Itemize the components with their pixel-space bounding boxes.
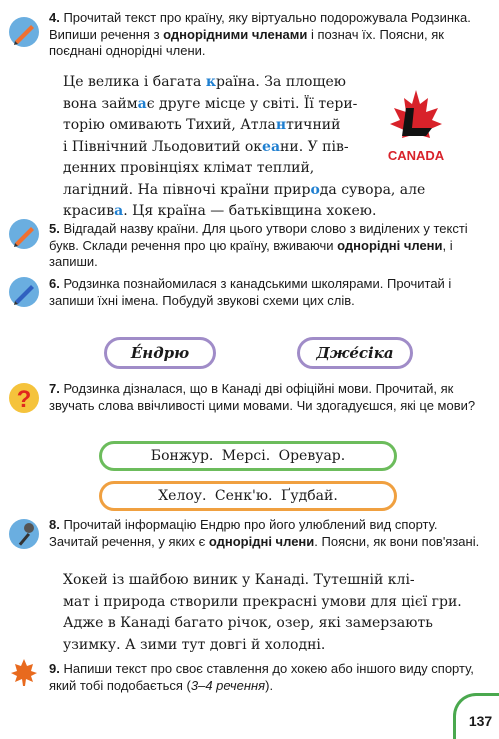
page-number: 137: [453, 693, 499, 739]
passage-canada: Це велика і багата країна. За площею вона займає друге місце у світі. Її тери- торію омивають Тихий, Атлантичний і Північний Льодовитий океани. У пів- денних провінціях клімат теплий, лагідний. На півночі країни природа сувора, але красива. Ця країна — батьківщина хокею.: [63, 74, 426, 219]
logo-text: CANADA: [387, 148, 445, 163]
passage-hockey: Хокей із шайбою виник у Канаді. Тутешній клі- мат і природа створили прекрасні умови для цієї гри. Адже в Канаді багато річок, озер, які замерзають узимку. А зими тут довгі й холодні.: [63, 572, 462, 653]
svg-text:?: ?: [16, 386, 32, 413]
question-icon: [8, 382, 40, 414]
maple-leaf-icon: [8, 656, 40, 688]
hockey-canada-logo: [368, 86, 464, 166]
task-5: 5. Відгадай назву країни. Для цього утвори слово з виділених у тексті букв. Склади речення про цю країну, вживаючи однорідні члени, і запиши.: [49, 221, 468, 269]
pencil-icon: [8, 218, 40, 250]
task-9: 9. Напиши текст про своє ставлення до хокею або іншого виду спорту, який тобі подобається (3–4 речення).: [49, 661, 474, 693]
pencil-icon: [8, 276, 40, 308]
task-4: 4. Прочитай текст про країну, яку віртуально подорожувала Родзинка. Випиши речення з однорідними членами і познач їх. Поясни, як поєднані однорідні члени.: [49, 10, 471, 58]
task-7: 7. Родзинка дізналася, що в Канаді дві офіційні мови. Прочитай, як звучать слова ввічливості цими мовами. Чи здогадуєшся, які це мови?: [49, 381, 476, 413]
phrases-english: Хелоу. Сенк'ю. Ґудбай.: [99, 481, 397, 511]
phrases-french: Бонжур. Мерсі. Оревуар.: [99, 441, 397, 471]
task-8: 8. Прочитай інформацію Ендрю про його улюблений вид спорту. Зачитай речення, у яких є однорідні члени. Поясни, як вони пов'язані.: [49, 517, 480, 549]
task-6: 6. Родзинка познайомилася з канадськими школярами. Прочитай і запиши їхні імена. Побудуй звукові схеми цих слів.: [49, 276, 452, 308]
pencil-icon: [8, 16, 40, 48]
name-pill-jessica: Дже́сіка: [297, 337, 413, 369]
name-pill-andrew: Е́ндрю: [104, 337, 216, 369]
microphone-icon: [8, 518, 40, 550]
